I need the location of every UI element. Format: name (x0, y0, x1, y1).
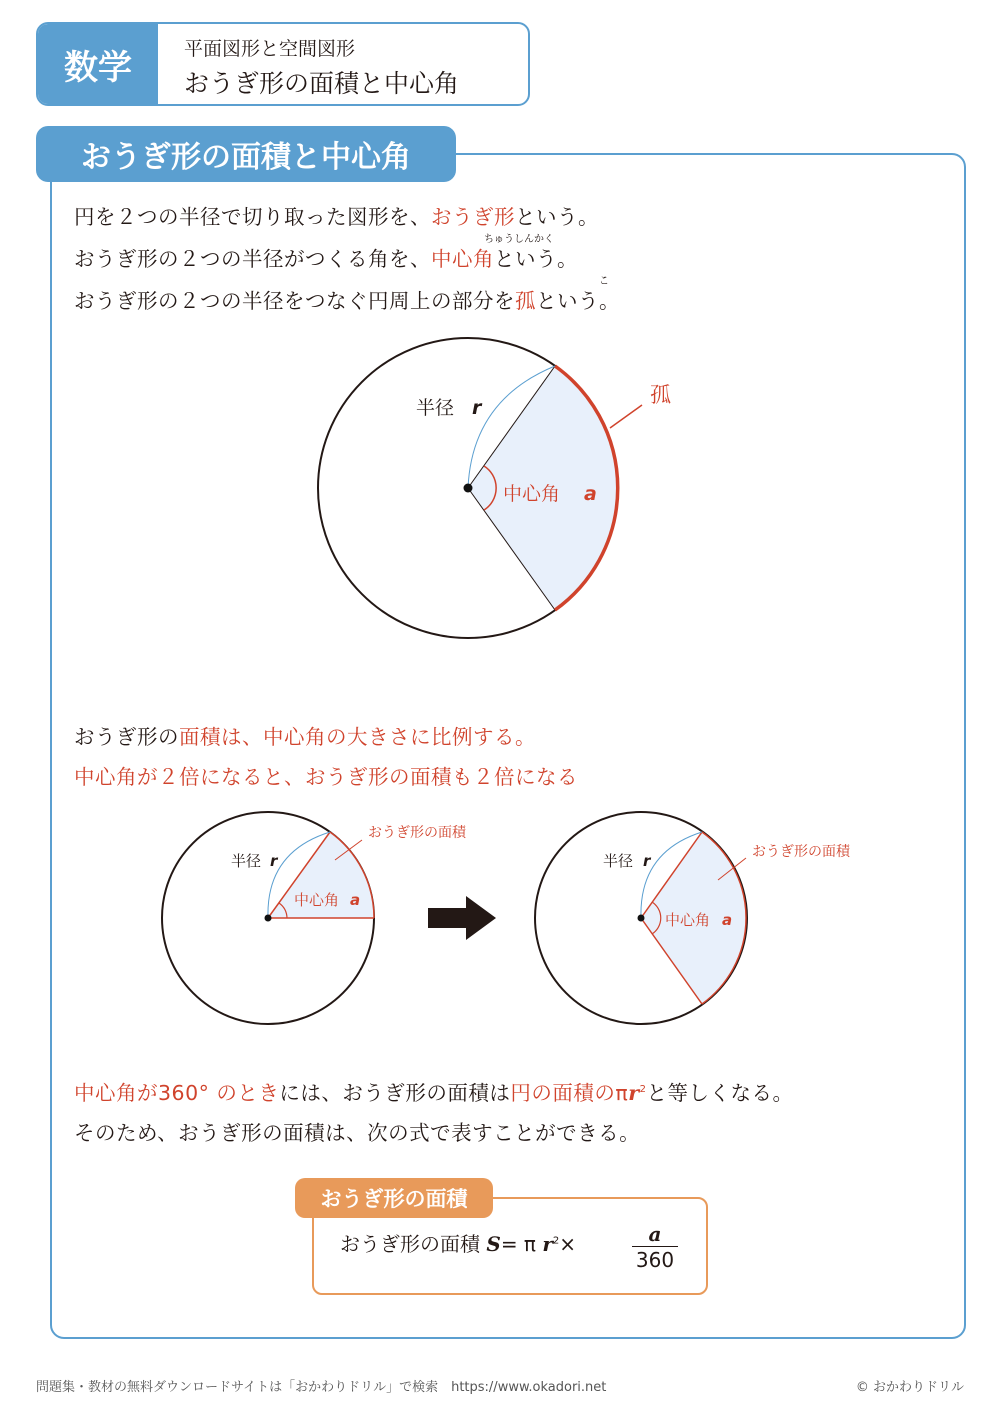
formula-tab: おうぎ形の面積 (295, 1178, 493, 1218)
intro-line-1: 円を２つの半径で切り取った図形を、おうぎ形という。 (74, 205, 599, 229)
formula-fraction (632, 1222, 678, 1273)
term-arc: 孤 (515, 289, 536, 313)
left-radius-label: 半径 (231, 852, 262, 870)
center-dot (464, 484, 473, 493)
term-central-angle: 中心角 (431, 247, 494, 271)
right-radius-var: r (643, 852, 651, 870)
formula-expression: おうぎ形の面積 S= π $r^2\times$ (340, 1232, 577, 1256)
right-center-dot (638, 915, 645, 922)
header-subtitle: 平面図形と空間図形 (184, 38, 356, 60)
doubling-diagram (0, 800, 1000, 1040)
sector-diagram (0, 0, 1000, 700)
intro-line-3: おうぎ形の２つの半径をつなぐ円周上の部分を孤という。 (74, 289, 620, 313)
radius-var: r (472, 397, 482, 419)
header-title: おうぎ形の面積と中心角 (184, 69, 460, 98)
section-title: おうぎ形の面積と中心角 (36, 126, 456, 182)
conclusion-line-1: 中心角が360° のときには、おうぎ形の面積は円の面積の$\pi r^2$と等しくなる。 (74, 1081, 794, 1105)
left-center-dot (265, 915, 272, 922)
intro-line-2: おうぎ形の２つの半径がつくる角を、中心角という。 (74, 247, 578, 271)
subject-badge: 数学 (38, 24, 158, 104)
right-arrow-icon (428, 896, 496, 940)
arc-label: 孤 (650, 383, 671, 407)
angle-label: 中心角 (503, 483, 561, 505)
fraction-denominator: 360 (632, 1246, 678, 1273)
right-radius-label: 半径 (603, 852, 634, 870)
fraction-numerator: a (648, 1222, 662, 1246)
conclusion-line-2: そのため、おうぎ形の面積は、次の式で表すことができる。 (74, 1121, 641, 1145)
term-sector: おうぎ形 (431, 205, 515, 229)
proportion-line-1: おうぎ形の面積は、中心角の大きさに比例する。 (74, 725, 536, 749)
angle-var: a (584, 483, 597, 505)
ruby-central-angle: ちゅうしんかく (484, 234, 554, 245)
right-area-label: おうぎ形の面積 (752, 844, 850, 860)
left-radius-var: r (270, 852, 278, 870)
left-angle-label: 中心角 (294, 891, 340, 909)
proportion-line-2: 中心角が２倍になると、おうぎ形の面積も２倍になる (74, 765, 578, 789)
footer-left: 問題集・教材の無料ダウンロードサイトは「おかわりドリル」で検索 https://www.okadori.net (36, 1380, 607, 1395)
right-angle-var: a (722, 911, 733, 929)
footer-right: © おかわりドリル (855, 1380, 964, 1395)
ruby-arc: こ (599, 276, 609, 287)
left-area-label: おうぎ形の面積 (368, 825, 466, 841)
right-angle-label: 中心角 (665, 911, 711, 929)
left-angle-var: a (350, 891, 361, 909)
radius-label: 半径 (416, 397, 455, 419)
arc-leader-line (610, 405, 642, 428)
